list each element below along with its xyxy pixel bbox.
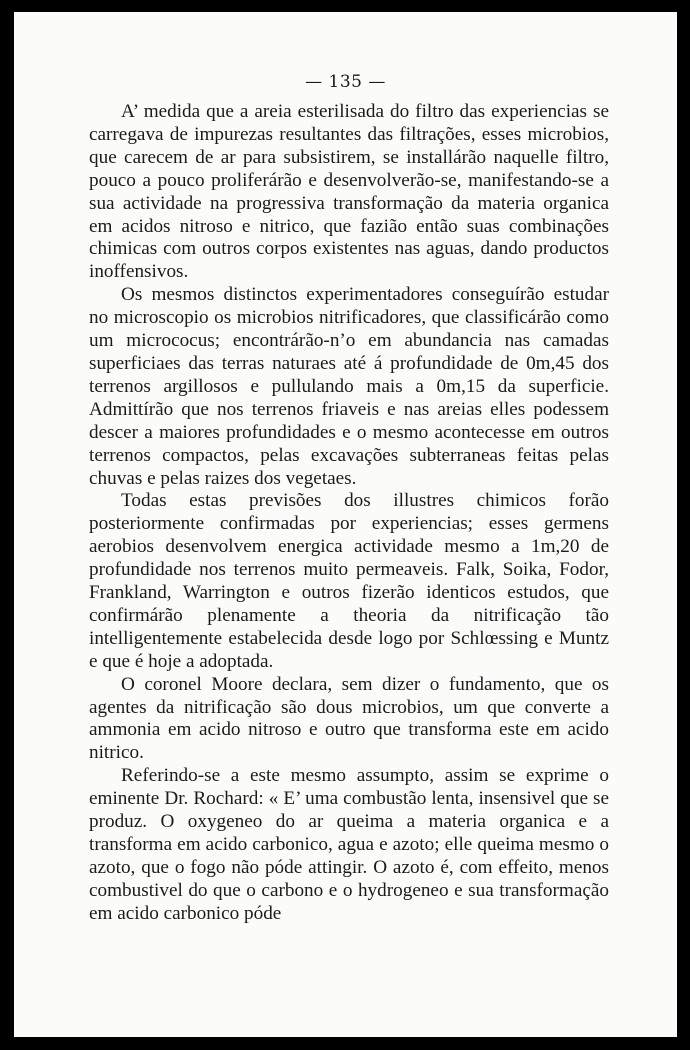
page-number: — 135 — [305,72,386,92]
paragraph-3: Todas estas previsões dos illustres chimicos forão posteriormente confirmadas por experiencias; esses germens aerobios desenvolvem energica actividade mesmo a 1m,20 de profundidade nos terrenos muito permeaveis. Falk, Soika, Fodor, Frankland, Warrington e outros fizerão identicos estudos, que confirmárão plenamente a theoria da nitrificação tão intelligentemente estabelecida desde logo por Schlœssing e Muntz e que é hoje a adoptada. [89,490,609,672]
paragraph-1: A’ medida que a areia esterilisada do filtro das experiencias se carregava de impurezas resultantes das filtrações, esses microbios, que carecem de ar para subsistirem, se installárão naquelle filtro, pouco a pouco proliferárão e desenvolverão-se, manifestando-se a sua actividade na progressiva transformação da materia organica em acidos nitroso e nitrico, que fazião então suas combinações chimicas com outros corpos existentes nas aguas, dando productos inoffensivos. [89,101,609,283]
paragraph-4: O coronel Moore declara, sem dizer o fundamento, que os agentes da nitrificação são dous microbios, um que converte a ammonia em acido nitroso e outro que transforma este em acido nitrico. [89,673,609,764]
paragraph-5: Referindo-se a este mesmo assumpto, assim se exprime o eminente Dr. Rochard: « E’ uma combustão lenta, insensivel que se produz. O oxygeneo do ar queima a materia organica e a transforma em acido carbonico, agua e azoto; elle queima mesmo o azoto, que o fogo não póde attingir. O azoto é, com effeito, menos combustivel do que o carbono e o hydrogeneo e sua transformação em acido carbonico póde [89,765,609,924]
book-page [14,12,677,1037]
body-text [89,101,609,926]
paragraph-2: Os mesmos distinctos experimentadores conseguírão estudar no microscopio os microbios nitrificadores, que classificárão como um micrococus; encontrárão-n’o em abundancia nas camadas superficiaes das terras naturaes até á profundidade de 0m,45 dos terrenos argillosos e pullulando mais a 0m,15 da superficie. Admittírão que nos terrenos friaveis e nas areias elles podessem descer a maiores profundidades e o mesmo acontecesse em outros terrenos compactos, pelas excavações subterraneas feitas pelas chuvas e pelas raizes dos vegetaes. [89,284,609,489]
